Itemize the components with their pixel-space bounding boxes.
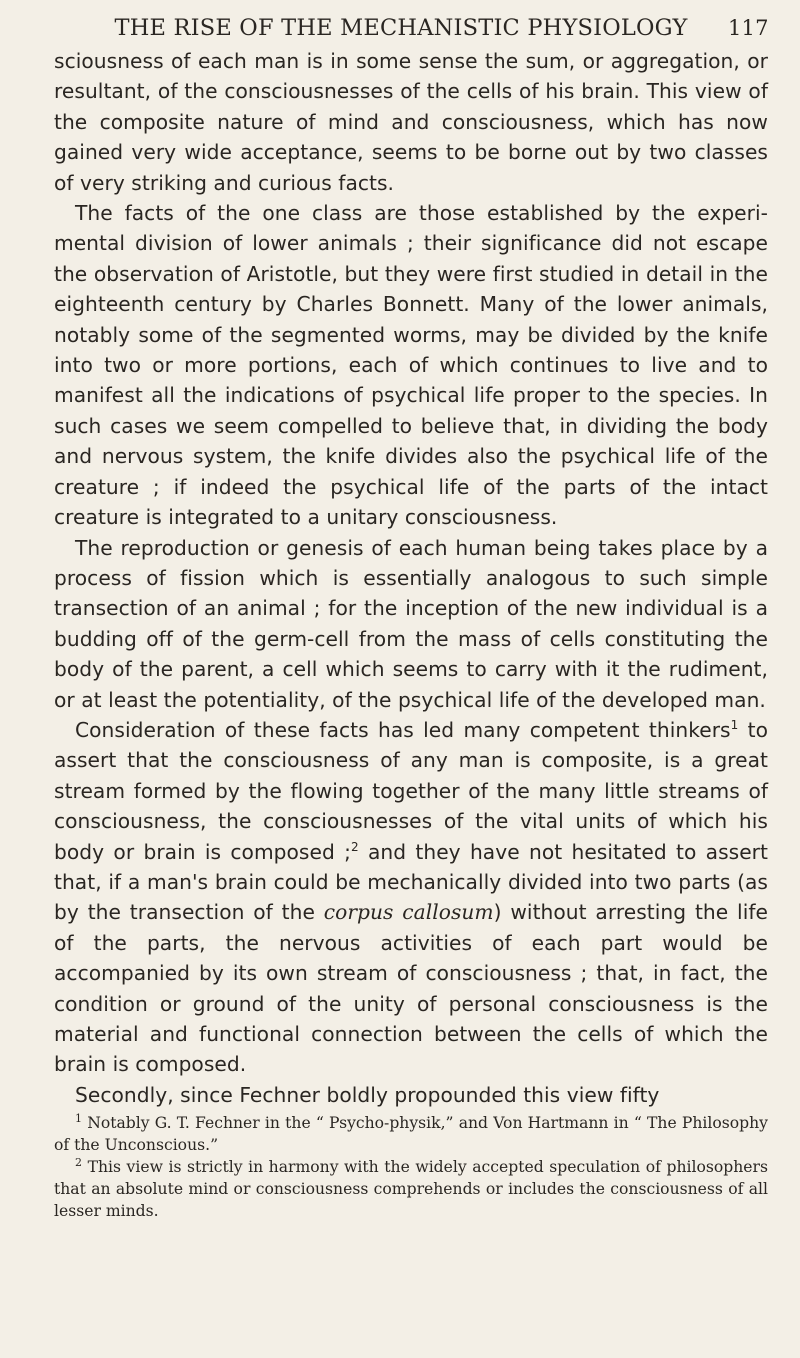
footnotes [54, 1112, 768, 1222]
footnote-text: Notably G. T. Fechner in the “ Psycho-physik,” and Von Hartmann in “ The Philosophy of the Unconscious.” [54, 1114, 768, 1155]
running-head-title: THE RISE OF THE MECHANISTIC PHYSIOLOGY [114, 15, 688, 41]
footnote-ref-1: 1 [730, 717, 739, 732]
paragraph-reproduction: The reproduction or genesis of each human being takes place by a process of fission which is essentially analogous to such simple transection of an animal ; for the inception of the new individual is a budding off of the germ-cell from the mass of cells constituting the body of the parent, a cell which seems to carry with it the rudiment, or at least the potentiality, of the psychical life of the developed man. [54, 535, 768, 712]
paragraph-text: ) without arresting the life of the parts, the nervous activities of each part would be accompanied by its own stream of consciousness ; that, in fact, the condition or ground of the unity of personal consciousness is the material and functional connection between the cells of which the brain is composed. [54, 900, 769, 1077]
paragraph-lower-animals: The facts of the one class are those established by the experi-mental division of lower animals ; their significance did not escape the observation of Aristotle, but they were first studied in detail in the eighteenth century by Charles Bonnett. Many of the lower animals, notably some of the segmented worms, may be divided by the knife into two or more portions, each of which continues to live and to manifest all the indications of psychical life proper to the species. In such cases we seem compelled to believe that, in dividing the body and nervous system, the knife divides also the psychical life of the creature ; if indeed the psychical life of the parts of the intact creature is integrated to a unitary consciousness. [54, 201, 768, 530]
footnote-2 [54, 1156, 768, 1222]
page-number: 117 [728, 16, 769, 40]
paragraph-text: to assert that the consciousness of any man is composite, is a great stream formed by the flowing together of the many little streams of consciousness, the consciousnesses of the vital units of which his body or brain is composed ; [54, 717, 768, 864]
paragraph-text: Consideration of these facts has led many competent thinkers [75, 717, 731, 742]
footnote-1 [54, 1112, 768, 1156]
footnote-text: This view is strictly in harmony with the widely accepted speculation of philosophers that an absolute mind or consciousness comprehends or includes the consciousness of all lesser minds. [54, 1158, 768, 1221]
italic-term: corpus callosum [323, 900, 494, 925]
running-head [54, 12, 768, 46]
body-text [54, 46, 768, 1110]
footnote-ref-2: 2 [350, 839, 359, 854]
paragraph-consideration [54, 715, 768, 1080]
paragraph-secondly: Secondly, since Fechner boldly propounded this view fifty [75, 1082, 660, 1107]
footnote-mark: 1 [75, 1112, 82, 1126]
paragraph-text: and they have not hesitated to assert that, if a man's brain could be mechanically divided into two parts (as by the transection of the [54, 839, 768, 925]
footnote-mark: 2 [75, 1156, 82, 1170]
paragraph-continuation: sciousness of each man is in some sense the sum, or aggregation, or resultant, of the consciousnesses of the cells of his brain. This view of the composite nature of mind and consciousness, which has now gained very wide acceptance, seems to be borne out by two classes of very striking and curious facts. [54, 49, 768, 195]
